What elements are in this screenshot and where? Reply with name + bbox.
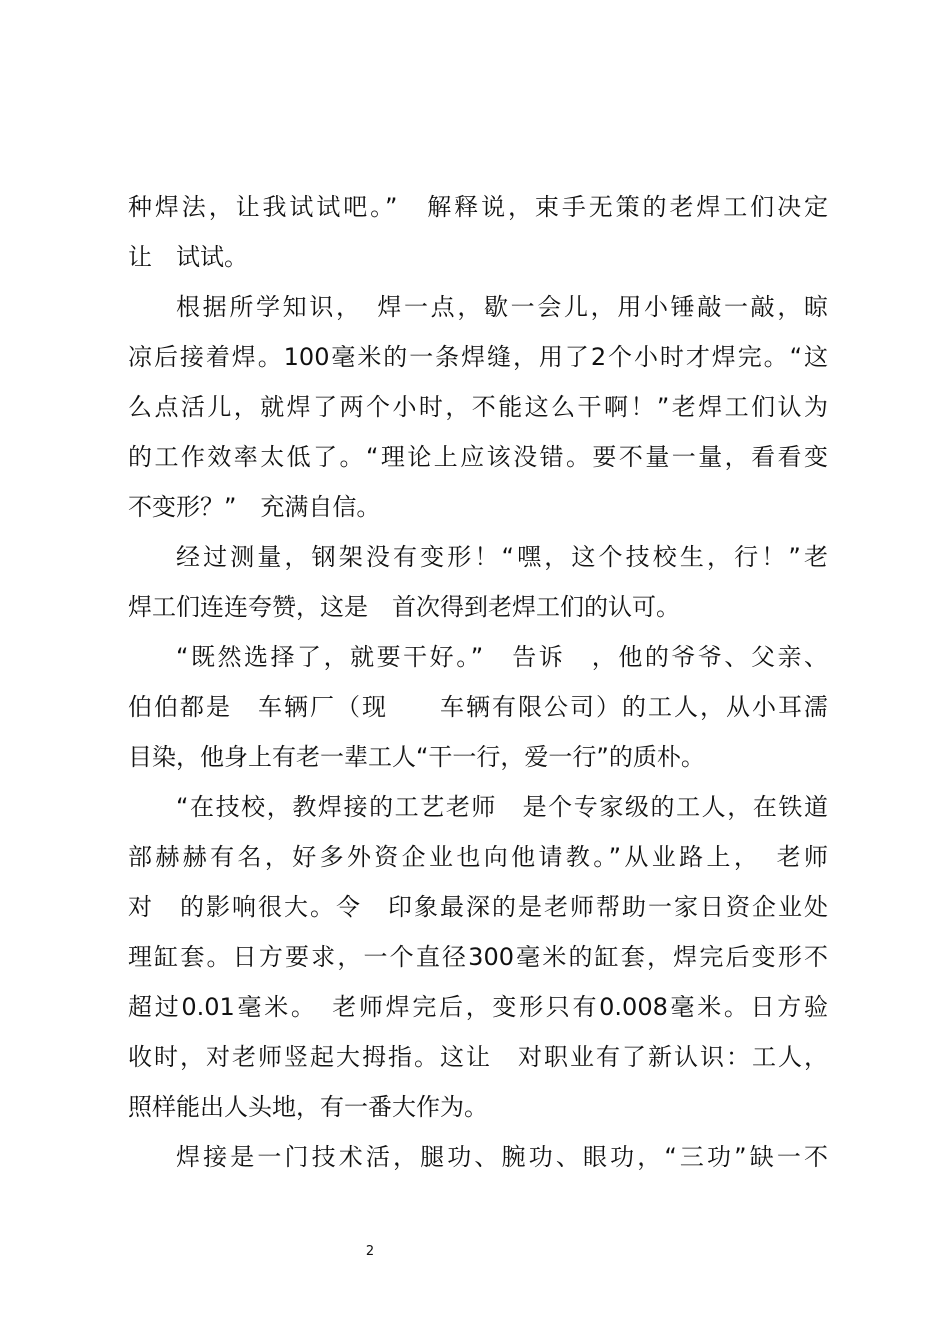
text-line: 理缸套。日方要求，一个直径300毫米的缸套，焊完后变形不	[128, 943, 828, 971]
text-line: 收时，对老师竖起大拇指。这让 对职业有了新认识：工人，	[128, 1043, 828, 1071]
paragraph-first-line: 根据所学知识， 焊一点，歇一会儿，用小锤敲一敲，晾	[176, 293, 828, 321]
text-line: 部赫赫有名，好多外资企业也向他请教。”从业路上， 老师	[128, 843, 828, 871]
text-line: 不变形？” 充满自信。	[128, 493, 381, 521]
text-line: 目染，他身上有老一辈工人“干一行，爱一行”的质朴。	[128, 743, 705, 771]
text-line: 凉后接着焊。100毫米的一条焊缝，用了2个小时才焊完。“这	[128, 343, 828, 371]
paragraph-first-line: 经过测量，钢架没有变形！“嘿，这个技校生，行！”老	[176, 543, 828, 571]
paragraph-first-line: “在技校，教焊接的工艺老师 是个专家级的工人，在铁道	[176, 793, 828, 821]
text-line: 的工作效率太低了。“理论上应该没错。要不量一量，看看变	[128, 443, 828, 471]
text-line: 照样能出人头地，有一番大作为。	[128, 1093, 488, 1121]
paragraph-first-line: “既然选择了，就要干好。” 告诉 ，他的爷爷、父亲、	[176, 643, 828, 671]
text-line: 让 试试。	[128, 243, 248, 271]
page-number: 2	[365, 1244, 375, 1259]
text-line: 超过0.01毫米。 老师焊完后，变形只有0.008毫米。日方验	[128, 993, 828, 1021]
paragraph-first-line: 焊接是一门技术活，腿功、腕功、眼功，“三功”缺一不	[176, 1143, 828, 1171]
text-line: 伯伯都是 车辆厂（现 车辆有限公司）的工人，从小耳濡	[128, 693, 828, 721]
text-line: 对 的影响很大。令 印象最深的是老师帮助一家日资企业处	[128, 893, 828, 921]
text-line: 焊工们连连夸赞，这是 首次得到老焊工们的认可。	[128, 593, 680, 621]
text-line: 么点活儿，就焊了两个小时，不能这么干啊！”老焊工们认为	[128, 393, 828, 421]
text-line: 种焊法，让我试试吧。” 解释说，束手无策的老焊工们决定	[128, 193, 828, 221]
